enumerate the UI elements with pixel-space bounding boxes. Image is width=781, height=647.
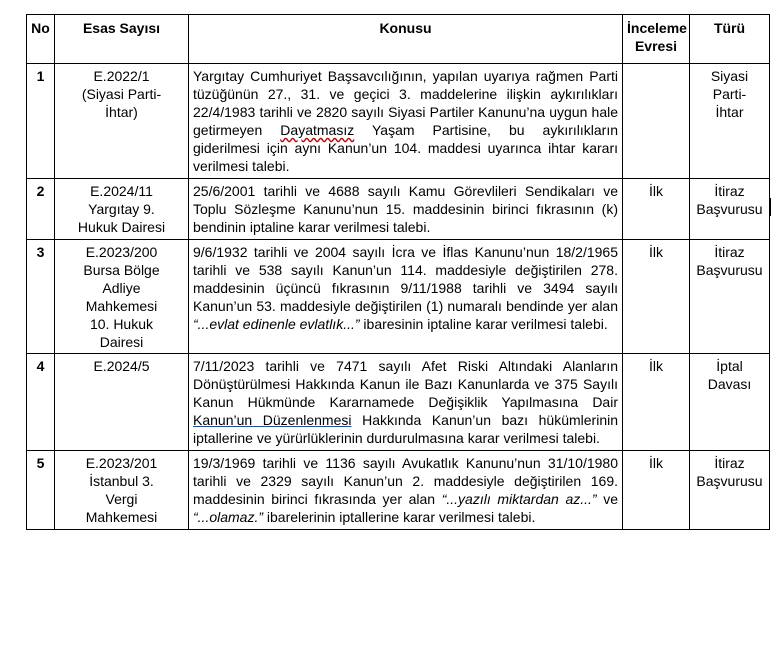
row-number: 3 [27, 240, 55, 354]
subject-cell [189, 240, 623, 354]
header-konu: Konusu [189, 15, 623, 64]
case-number-line: Yargıtay 9. [88, 201, 155, 217]
case-number-line: Vergi [105, 491, 138, 507]
underlined-phrase: Kanun’un Düzenlenmesi [193, 412, 352, 428]
subject-text: ibaresinin iptaline karar verilmesi talebi. [359, 316, 608, 332]
stage-cell: İlk [623, 240, 690, 354]
case-number-line: E.2022/1 [93, 68, 150, 84]
table-row [27, 179, 770, 240]
type-line: İhtar [715, 104, 744, 120]
subject-cell: 25/6/2001 tarihli ve 4688 sayılı Kamu Görevlileri Sendikaları ve Toplu Sözleşme Kanunu’nun 15. maddesinin birinci fıkrasının (k) bendinin iptaline karar verilmesi talebi. [189, 179, 623, 240]
header-row [27, 15, 770, 64]
case-number-cell [55, 179, 189, 240]
table-row [27, 354, 770, 451]
stage-cell: İlk [623, 451, 690, 530]
case-number-line: Dairesi [99, 334, 144, 350]
subject-text: 19/3/1969 tarihli ve 1136 sayılı Avukatlık Kanunu’nun 31/10/1980 tarihli ve 2329 sayılı Kanun’un 2. maddesiyle değiştirilen 169. maddesinin birinci fıkrasında yer alan [193, 455, 618, 507]
type-line: Başvurusu [696, 262, 763, 278]
quoted-phrase: “...olamaz.” [193, 509, 264, 525]
quoted-phrase: “...evlat edinenle evlatlık...” [193, 316, 360, 332]
case-number-line: Adliye [102, 280, 141, 296]
type-cell [690, 354, 770, 451]
case-number-line: E.2023/201 [85, 455, 158, 471]
subject-text: Yargıtay Cumhuriyet Başsavcılığının, yapılan uyarıya rağmen Parti tüzüğünün 27., 31. ve geçici 3. maddelerine ilişkin aykırılıkları 22/4/1983 tarihli ve 2820 sayılı Siyasi Partiler Kanunu’na uygun hale getirmeyen [193, 68, 618, 138]
table-row [27, 240, 770, 354]
type-line: Başvurusu [696, 201, 763, 217]
stage-cell [623, 64, 690, 179]
header-tur: Türü [690, 15, 770, 64]
type-line: İtiraz [714, 183, 745, 199]
cases-table [26, 14, 770, 530]
row-number: 5 [27, 451, 55, 530]
type-cell [690, 451, 770, 530]
case-number-line: (Siyasi Parti- [81, 86, 162, 102]
header-esas: Esas Sayısı [55, 15, 189, 64]
spellcheck-flagged-word: Dayatmasız [280, 122, 355, 138]
type-line: İtiraz [714, 244, 745, 260]
case-number-line: İhtar) [105, 104, 138, 120]
subject-cell [189, 354, 623, 451]
case-number-line: İstanbul 3. [89, 473, 154, 489]
type-cell [690, 64, 770, 179]
case-number-line: Mahkemesi [85, 509, 158, 525]
subject-text: 9/6/1932 tarihli ve 2004 sayılı İcra ve İflas Kanunu’nun 18/2/1965 tarihli ve 538 sayılı Kanun’un 114. maddesiyle değiştirilen 278. maddesinin üçüncü fıkrasının 9/11/1988 tarihli ve 3494 sayılı Kanun’un 53. maddesiyle değiştirilen (1) numaralı bendinde yer alan [193, 244, 618, 314]
case-number-cell [55, 354, 189, 451]
case-number-line: E.2024/11 [90, 183, 153, 199]
row-number: 1 [27, 64, 55, 179]
subject-cell [189, 451, 623, 530]
case-number-line: Hukuk Dairesi [77, 219, 166, 235]
case-number-line: Bursa Bölge [83, 262, 160, 278]
case-number-line: E.2024/5 [93, 358, 150, 374]
type-line: İptal Davası [707, 358, 752, 392]
stage-cell: İlk [623, 354, 690, 451]
subject-text: Yaşam Partisine, bu aykırılıkların giderilmesi için aynı Kanun’un 104. maddesi uyarınca ihtar kararı verilmesi talebi. [193, 122, 619, 174]
type-line: İtiraz [714, 455, 745, 471]
case-number-cell [55, 64, 189, 179]
type-line: Başvurusu [696, 473, 763, 489]
text-cursor [770, 198, 771, 216]
header-evre: İnceleme Evresi [623, 15, 690, 64]
stage-cell: İlk [623, 179, 690, 240]
case-number-cell [55, 240, 189, 354]
case-number-cell [55, 451, 189, 530]
subject-text: ve [596, 491, 618, 507]
subject-cell [189, 64, 623, 179]
type-cell [690, 179, 770, 240]
subject-text: ibarelerinin iptallerine karar verilmesi talebi. [263, 509, 536, 525]
type-line: Siyasi Parti- [710, 68, 749, 102]
case-number-line: 10. Hukuk [89, 316, 154, 332]
case-number-line: Mahkemesi [85, 298, 158, 314]
table-row [27, 451, 770, 530]
header-no: No [27, 15, 55, 64]
table-row [27, 64, 770, 179]
subject-text: 7/11/2023 tarihli ve 7471 sayılı Afet Riski Altındaki Alanların Dönüştürülmesi Hakkında Kanun ile Bazı Kanunlarda ve 375 Sayılı Kanun Hükmünde Kararnamede Değişiklik Yapılmasına Dair [193, 358, 618, 410]
quoted-phrase: “...yazılı miktardan az...” [441, 491, 597, 507]
row-number: 4 [27, 354, 55, 451]
subject-text: Hakkında Kanun’un bazı hükümlerinin iptallerine ve yürürlüklerinin durdurulmasına karar verilmesi talebi. [193, 412, 619, 446]
type-cell [690, 240, 770, 354]
case-number-line: E.2023/200 [85, 244, 158, 260]
row-number: 2 [27, 179, 55, 240]
